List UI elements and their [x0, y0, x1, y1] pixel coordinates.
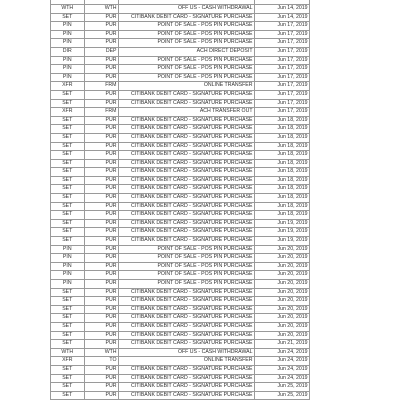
transaction-type-cell: SET	[51, 133, 85, 142]
transaction-date-cell: Jun 17, 2019	[255, 47, 310, 56]
transaction-subtype-cell: PUR	[85, 133, 119, 142]
transaction-date-cell: Jun 18, 2019	[255, 151, 310, 160]
transaction-type-cell: SET	[51, 219, 85, 228]
transaction-type-cell: SET	[51, 90, 85, 99]
table-row	[51, 288, 310, 297]
transaction-subtype-cell: PUR	[85, 194, 119, 203]
transaction-date-cell: Jun 20, 2019	[255, 280, 310, 289]
transaction-type-cell: SET	[51, 151, 85, 160]
transaction-date-cell: Jun 24, 2019	[255, 374, 310, 383]
transaction-description-cell: CITIBANK DEBIT CARD - SIGNATURE PURCHASE	[119, 125, 255, 134]
transaction-type-cell: SET	[51, 383, 85, 392]
transaction-description-cell: CITIBANK DEBIT CARD - SIGNATURE PURCHASE	[119, 288, 255, 297]
transaction-subtype-cell: PUR	[85, 271, 119, 280]
transaction-description-cell: CITIBANK DEBIT CARD - SIGNATURE PURCHASE	[119, 116, 255, 125]
transaction-type-cell: SET	[51, 314, 85, 323]
transaction-description-cell: CITIBANK DEBIT CARD - SIGNATURE PURCHASE	[119, 391, 255, 400]
transaction-date-cell: Jun 20, 2019	[255, 271, 310, 280]
transaction-description-cell: CITIBANK DEBIT CARD - SIGNATURE PURCHASE	[119, 340, 255, 349]
transaction-type-cell: SET	[51, 322, 85, 331]
transaction-description-cell: CITIBANK DEBIT CARD - SIGNATURE PURCHASE	[119, 297, 255, 306]
transaction-subtype-cell: PUR	[85, 391, 119, 400]
transaction-description-cell: POINT OF SALE - POS PIN PURCHASE	[119, 30, 255, 39]
transaction-subtype-cell: PUR	[85, 151, 119, 160]
table-row	[51, 322, 310, 331]
transaction-type-cell: XFR	[51, 108, 85, 117]
transaction-subtype-cell: PUR	[85, 30, 119, 39]
transaction-date-cell: Jun 17, 2019	[255, 90, 310, 99]
transaction-description-cell: CITIBANK DEBIT CARD - SIGNATURE PURCHASE	[119, 133, 255, 142]
transaction-date-cell: Jun 17, 2019	[255, 108, 310, 117]
transaction-description-cell: CITIBANK DEBIT CARD - SIGNATURE PURCHASE	[119, 176, 255, 185]
transaction-description-cell: POINT OF SALE - POS PIN PURCHASE	[119, 39, 255, 48]
transaction-date-cell: Jun 20, 2019	[255, 297, 310, 306]
transaction-subtype-cell: PUR	[85, 99, 119, 108]
transaction-date-cell: Jun 18, 2019	[255, 176, 310, 185]
transaction-subtype-cell: PUR	[85, 125, 119, 134]
transaction-description-cell: CITIBANK DEBIT CARD - SIGNATURE PURCHASE	[119, 219, 255, 228]
transaction-subtype-cell: PUR	[85, 13, 119, 22]
table-row	[51, 73, 310, 82]
transaction-type-cell: PIN	[51, 65, 85, 74]
transaction-type-cell: SET	[51, 237, 85, 246]
transaction-type-cell: SET	[51, 185, 85, 194]
transaction-description-cell: CITIBANK DEBIT CARD - SIGNATURE PURCHASE	[119, 314, 255, 323]
transaction-subtype-cell: PUR	[85, 262, 119, 271]
table-row	[51, 22, 310, 31]
transaction-subtype-cell: PUR	[85, 219, 119, 228]
transaction-description-cell: CITIBANK DEBIT CARD - SIGNATURE PURCHASE	[119, 202, 255, 211]
transaction-date-cell: Jun 24, 2019	[255, 348, 310, 357]
transaction-date-cell: Jun 24, 2019	[255, 357, 310, 366]
transaction-date-cell: Jun 17, 2019	[255, 56, 310, 65]
transaction-type-cell: PIN	[51, 73, 85, 82]
transaction-subtype-cell: PUR	[85, 340, 119, 349]
transaction-subtype-cell: PUR	[85, 142, 119, 151]
transaction-subtype-cell: FRM	[85, 108, 119, 117]
table-row	[51, 56, 310, 65]
transaction-date-cell: Jun 20, 2019	[255, 288, 310, 297]
transaction-type-cell: SET	[51, 116, 85, 125]
transaction-subtype-cell: DEP	[85, 47, 119, 56]
table-row	[51, 271, 310, 280]
transaction-date-cell: Jun 19, 2019	[255, 228, 310, 237]
transaction-description-cell: ONLINE TRANSFER	[119, 357, 255, 366]
transaction-type-cell: PIN	[51, 271, 85, 280]
transaction-description-cell: POINT OF SALE - POS PIN PURCHASE	[119, 65, 255, 74]
transaction-type-cell: XFR	[51, 82, 85, 91]
transaction-subtype-cell: PUR	[85, 176, 119, 185]
transaction-subtype-cell: FRM	[85, 82, 119, 91]
transaction-date-cell: Jun 20, 2019	[255, 314, 310, 323]
transaction-type-cell: PIN	[51, 245, 85, 254]
transaction-description-cell: POINT OF SALE - POS PIN PURCHASE	[119, 254, 255, 263]
transaction-description-cell: CITIBANK DEBIT CARD - SIGNATURE PURCHASE	[119, 13, 255, 22]
transaction-description-cell: CITIBANK DEBIT CARD - SIGNATURE PURCHASE	[119, 228, 255, 237]
table-row	[51, 374, 310, 383]
transaction-subtype-cell: PUR	[85, 237, 119, 246]
transaction-description-cell: CITIBANK DEBIT CARD - SIGNATURE PURCHASE	[119, 322, 255, 331]
transaction-date-cell: Jun 25, 2019	[255, 391, 310, 400]
transaction-description-cell: POINT OF SALE - POS PIN PURCHASE	[119, 262, 255, 271]
table-row	[51, 202, 310, 211]
table-row	[51, 151, 310, 160]
transaction-date-cell: Jun 20, 2019	[255, 331, 310, 340]
table-row	[51, 314, 310, 323]
transaction-description-cell: ONLINE TRANSFER	[119, 82, 255, 91]
transaction-subtype-cell: PUR	[85, 331, 119, 340]
transaction-date-cell: Jun 19, 2019	[255, 237, 310, 246]
transaction-subtype-cell: PUR	[85, 305, 119, 314]
transaction-subtype-cell: WTH	[85, 348, 119, 357]
transaction-description-cell: CITIBANK DEBIT CARD - SIGNATURE PURCHASE	[119, 305, 255, 314]
transaction-date-cell: Jun 25, 2019	[255, 383, 310, 392]
transaction-ledger-page	[50, 0, 309, 400]
transaction-date-cell: Jun 18, 2019	[255, 211, 310, 220]
transaction-date-cell: Jun 18, 2019	[255, 168, 310, 177]
table-row	[51, 39, 310, 48]
transaction-type-cell: WTH	[51, 5, 85, 14]
transaction-type-cell: SET	[51, 13, 85, 22]
table-row	[51, 340, 310, 349]
transaction-description-cell: POINT OF SALE - POS PIN PURCHASE	[119, 73, 255, 82]
transaction-subtype-cell: PUR	[85, 185, 119, 194]
transaction-type-cell: SET	[51, 211, 85, 220]
transaction-type-cell: WTH	[51, 348, 85, 357]
transaction-description-cell: ACH DIRECT DEPOSIT	[119, 47, 255, 56]
table-row	[51, 133, 310, 142]
transaction-description-cell: CITIBANK DEBIT CARD - SIGNATURE PURCHASE	[119, 194, 255, 203]
transaction-description-cell: CITIBANK DEBIT CARD - SIGNATURE PURCHASE	[119, 168, 255, 177]
transaction-date-cell: Jun 18, 2019	[255, 202, 310, 211]
table-row	[51, 237, 310, 246]
transaction-date-cell: Jun 20, 2019	[255, 305, 310, 314]
table-row	[51, 176, 310, 185]
table-row	[51, 280, 310, 289]
table-row	[51, 262, 310, 271]
transaction-description-cell: CITIBANK DEBIT CARD - SIGNATURE PURCHASE	[119, 365, 255, 374]
transaction-type-cell: SET	[51, 194, 85, 203]
transaction-subtype-cell: PUR	[85, 374, 119, 383]
table-row	[51, 168, 310, 177]
transaction-description-cell: CITIBANK DEBIT CARD - SIGNATURE PURCHASE	[119, 90, 255, 99]
transaction-type-cell: SET	[51, 297, 85, 306]
table-row	[51, 125, 310, 134]
transaction-subtype-cell: PUR	[85, 22, 119, 31]
transaction-subtype-cell: PUR	[85, 56, 119, 65]
table-row	[51, 383, 310, 392]
transaction-description-cell: OFF US - CASH WITHDRAWAL	[119, 5, 255, 14]
transaction-description-cell: POINT OF SALE - POS PIN PURCHASE	[119, 280, 255, 289]
transaction-date-cell: Jun 21, 2019	[255, 340, 310, 349]
transaction-type-cell: PIN	[51, 262, 85, 271]
transaction-date-cell: Jun 20, 2019	[255, 262, 310, 271]
table-row	[51, 108, 310, 117]
transaction-subtype-cell: PUR	[85, 159, 119, 168]
transaction-date-cell: Jun 18, 2019	[255, 194, 310, 203]
table-row	[51, 13, 310, 22]
transaction-description-cell: POINT OF SALE - POS PIN PURCHASE	[119, 271, 255, 280]
transaction-date-cell: Jun 19, 2019	[255, 219, 310, 228]
transaction-description-cell: CITIBANK DEBIT CARD - SIGNATURE PURCHASE	[119, 142, 255, 151]
transaction-subtype-cell: PUR	[85, 39, 119, 48]
transaction-date-cell: Jun 14, 2019	[255, 13, 310, 22]
transaction-subtype-cell: TO	[85, 357, 119, 366]
transaction-date-cell: Jun 17, 2019	[255, 39, 310, 48]
table-row	[51, 159, 310, 168]
transaction-subtype-cell: PUR	[85, 322, 119, 331]
table-row	[51, 99, 310, 108]
table-row	[51, 254, 310, 263]
table-row	[51, 357, 310, 366]
transaction-type-cell: SET	[51, 288, 85, 297]
table-row	[51, 228, 310, 237]
transaction-subtype-cell: PUR	[85, 383, 119, 392]
transaction-date-cell: Jun 18, 2019	[255, 133, 310, 142]
transaction-date-cell: Jun 18, 2019	[255, 116, 310, 125]
transaction-type-cell: SET	[51, 99, 85, 108]
table-row	[51, 245, 310, 254]
transaction-date-cell: Jun 18, 2019	[255, 142, 310, 151]
transaction-description-cell: POINT OF SALE - POS PIN PURCHASE	[119, 22, 255, 31]
table-row	[51, 331, 310, 340]
transaction-description-cell: POINT OF SALE - POS PIN PURCHASE	[119, 56, 255, 65]
transaction-date-cell: Jun 20, 2019	[255, 322, 310, 331]
transaction-subtype-cell: PUR	[85, 288, 119, 297]
table-row	[51, 82, 310, 91]
transaction-date-cell: Jun 18, 2019	[255, 125, 310, 134]
transaction-date-cell: Jun 24, 2019	[255, 365, 310, 374]
transaction-subtype-cell: PUR	[85, 116, 119, 125]
transaction-type-cell: SET	[51, 331, 85, 340]
transaction-date-cell: Jun 14, 2019	[255, 5, 310, 14]
table-row	[51, 116, 310, 125]
transaction-type-cell: DIR	[51, 47, 85, 56]
transaction-type-cell: SET	[51, 176, 85, 185]
transaction-type-cell: PIN	[51, 30, 85, 39]
transaction-type-cell: SET	[51, 391, 85, 400]
transaction-type-cell: PIN	[51, 22, 85, 31]
transaction-date-cell: Jun 17, 2019	[255, 99, 310, 108]
transaction-date-cell: Jun 20, 2019	[255, 254, 310, 263]
transaction-description-cell: OFF US - CASH WITHDRAWAL	[119, 348, 255, 357]
transaction-type-cell: PIN	[51, 39, 85, 48]
transaction-subtype-cell: PUR	[85, 228, 119, 237]
transaction-subtype-cell: PUR	[85, 73, 119, 82]
table-row	[51, 297, 310, 306]
transaction-date-cell: Jun 20, 2019	[255, 245, 310, 254]
transaction-type-cell: SET	[51, 305, 85, 314]
table-row	[51, 211, 310, 220]
transaction-type-cell: PIN	[51, 280, 85, 289]
transaction-type-cell: PIN	[51, 56, 85, 65]
transaction-date-cell: Jun 17, 2019	[255, 73, 310, 82]
transaction-table	[50, 0, 310, 400]
transaction-type-cell: SET	[51, 365, 85, 374]
table-row	[51, 185, 310, 194]
transaction-description-cell: CITIBANK DEBIT CARD - SIGNATURE PURCHASE	[119, 151, 255, 160]
transaction-subtype-cell: PUR	[85, 365, 119, 374]
transaction-description-cell: CITIBANK DEBIT CARD - SIGNATURE PURCHASE	[119, 211, 255, 220]
transaction-description-cell: CITIBANK DEBIT CARD - SIGNATURE PURCHASE	[119, 185, 255, 194]
transaction-type-cell: SET	[51, 142, 85, 151]
transaction-type-cell: PIN	[51, 254, 85, 263]
transaction-subtype-cell: PUR	[85, 280, 119, 289]
table-row	[51, 219, 310, 228]
transaction-subtype-cell: PUR	[85, 314, 119, 323]
transaction-subtype-cell: PUR	[85, 202, 119, 211]
table-row	[51, 391, 310, 400]
transaction-date-cell: Jun 18, 2019	[255, 159, 310, 168]
transaction-date-cell: Jun 17, 2019	[255, 65, 310, 74]
transaction-description-cell: CITIBANK DEBIT CARD - SIGNATURE PURCHASE	[119, 159, 255, 168]
transaction-type-cell: SET	[51, 159, 85, 168]
table-row	[51, 30, 310, 39]
transaction-date-cell: Jun 17, 2019	[255, 30, 310, 39]
transaction-type-cell: XFR	[51, 357, 85, 366]
table-row	[51, 90, 310, 99]
transaction-description-cell: CITIBANK DEBIT CARD - SIGNATURE PURCHASE	[119, 374, 255, 383]
transaction-subtype-cell: PUR	[85, 90, 119, 99]
transaction-subtype-cell: PUR	[85, 211, 119, 220]
table-row	[51, 47, 310, 56]
transaction-description-cell: CITIBANK DEBIT CARD - SIGNATURE PURCHASE	[119, 383, 255, 392]
transaction-description-cell: ACH TRANSFER OUT	[119, 108, 255, 117]
transaction-subtype-cell: PUR	[85, 168, 119, 177]
transaction-type-cell: SET	[51, 168, 85, 177]
transaction-type-cell: SET	[51, 340, 85, 349]
table-row	[51, 305, 310, 314]
transaction-type-cell: SET	[51, 202, 85, 211]
transaction-subtype-cell: PUR	[85, 65, 119, 74]
transaction-description-cell: POINT OF SALE - POS PIN PURCHASE	[119, 245, 255, 254]
transaction-type-cell: SET	[51, 125, 85, 134]
transaction-date-cell: Jun 17, 2019	[255, 82, 310, 91]
transaction-type-cell: SET	[51, 374, 85, 383]
transaction-description-cell: CITIBANK DEBIT CARD - SIGNATURE PURCHASE	[119, 237, 255, 246]
transaction-table-body	[51, 0, 310, 400]
table-row	[51, 194, 310, 203]
table-row	[51, 365, 310, 374]
table-row	[51, 348, 310, 357]
transaction-date-cell: Jun 18, 2019	[255, 185, 310, 194]
transaction-subtype-cell: PUR	[85, 245, 119, 254]
table-row	[51, 5, 310, 14]
transaction-subtype-cell: WTH	[85, 5, 119, 14]
transaction-description-cell: CITIBANK DEBIT CARD - SIGNATURE PURCHASE	[119, 331, 255, 340]
transaction-type-cell: SET	[51, 228, 85, 237]
transaction-subtype-cell: PUR	[85, 297, 119, 306]
transaction-subtype-cell: PUR	[85, 254, 119, 263]
table-row	[51, 142, 310, 151]
transaction-description-cell: CITIBANK DEBIT CARD - SIGNATURE PURCHASE	[119, 99, 255, 108]
transaction-date-cell: Jun 17, 2019	[255, 22, 310, 31]
table-row	[51, 65, 310, 74]
